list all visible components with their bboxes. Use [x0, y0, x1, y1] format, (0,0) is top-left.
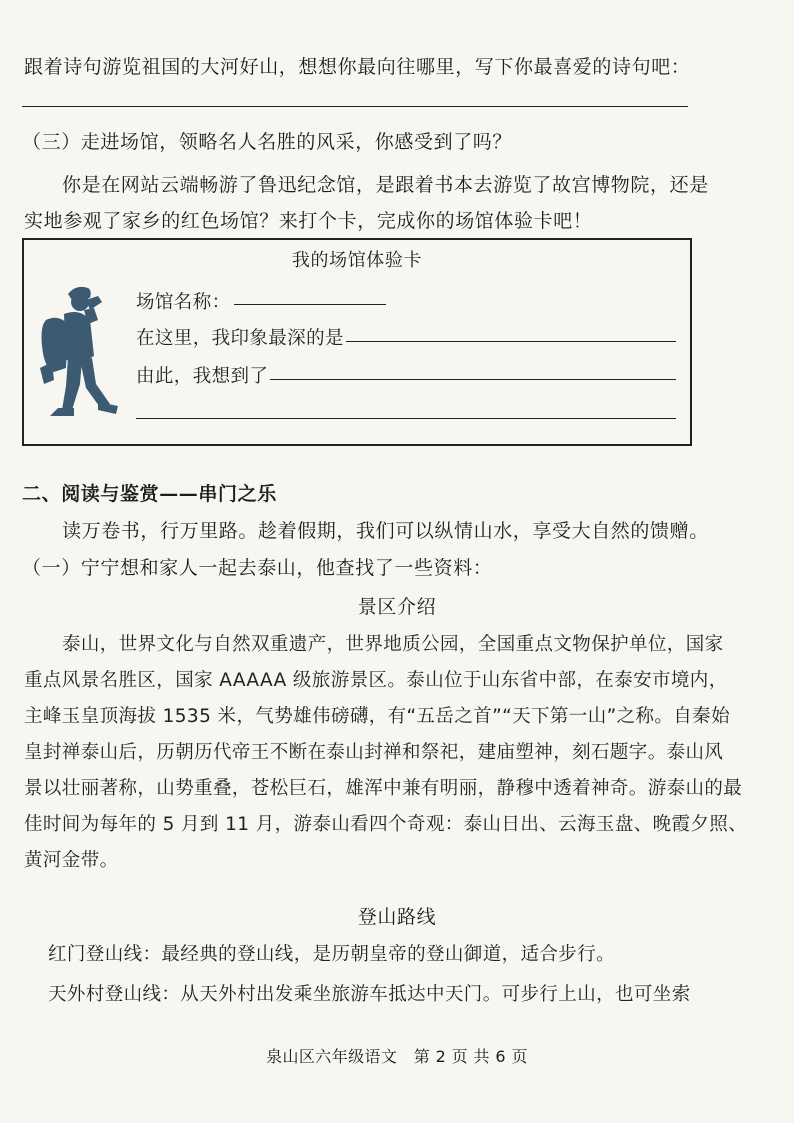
hiker-silhouette-icon — [32, 280, 140, 424]
page-footer: 泉山区六年级语文 第 2 页 共 6 页 — [266, 1047, 528, 1066]
thought-continuation-line[interactable] — [136, 418, 676, 419]
part3-heading: （三）走进场馆，领略名人名胜的风采，你感受到了吗？ — [22, 131, 513, 153]
field-label-thought: 由此，我想到了 — [136, 366, 269, 387]
section2-part1: （一）宁宁想和家人一起去泰山，他查找了一些资料： — [22, 557, 493, 579]
scenic-line-1: 泰山，世界文化与自然双重遗产，世界地质公园，全国重点文物保护单位，国家 — [62, 634, 724, 655]
route-line-1: 红门登山线：最经典的登山线，是历朝皇帝的登山御道，适合步行。 — [48, 944, 616, 965]
field-label-venue-name: 场馆名称： — [136, 292, 231, 313]
scenic-line-4: 皇封禅泰山后，历朝历代帝王不断在泰山封禅和祭祀，建庙塑神，刻石题字。泰山风 — [24, 742, 724, 763]
route-title: 登山路线 — [357, 906, 437, 928]
field-label-impression: 在这里，我印象最深的是 — [136, 328, 344, 349]
scenic-line-6: 佳时间为每年的 5 月到 11 月，游泰山看四个奇观：泰山日出、云海玉盘、晚霞夕照、 — [24, 814, 748, 835]
poem-answer-line[interactable] — [22, 106, 688, 107]
section2-intro: 读万卷书，行万里路。趁着假期，我们可以纵情山水，享受大自然的馈赠。 — [62, 520, 709, 542]
poem-prompt: 跟着诗句游览祖国的大河好山，想想你最向往哪里，写下你最喜爱的诗句吧： — [24, 56, 691, 78]
scenic-line-2: 重点风景名胜区，国家 AAAAA 级旅游景区。泰山位于山东省中部，在泰安市境内， — [24, 670, 728, 691]
venue-experience-card — [22, 238, 692, 446]
scenic-line-5: 景以壮丽著称，山势重叠，苍松巨石，雄浑中兼有明丽，静穆中透着神奇。游泰山的最 — [24, 778, 743, 799]
scenic-intro-title: 景区介绍 — [357, 596, 437, 618]
impression-input-line[interactable] — [346, 341, 676, 342]
venue-name-input-line[interactable] — [234, 304, 386, 305]
scenic-line-7: 黄河金带。 — [24, 850, 119, 871]
route-line-2: 天外村登山线：从天外村出发乘坐旅游车抵达中天门。可步行上山，也可坐索 — [48, 984, 691, 1005]
section2-heading: 二、阅读与鉴赏——串门之乐 — [22, 483, 277, 505]
thought-input-line[interactable] — [270, 379, 676, 380]
part3-paragraph-line1: 你是在网站云端畅游了鲁迅纪念馆，是跟着书本去游览了故宫博物院，还是 — [62, 174, 709, 196]
part3-paragraph-line2: 实地参观了家乡的红色场馆？来打个卡，完成你的场馆体验卡吧！ — [24, 210, 593, 232]
card-title: 我的场馆体验卡 — [291, 250, 423, 271]
scenic-line-3: 主峰玉皇顶海拔 1535 米，气势雄伟磅礴，有“五岳之首”“天下第一山”之称。自秦始 — [24, 706, 730, 727]
